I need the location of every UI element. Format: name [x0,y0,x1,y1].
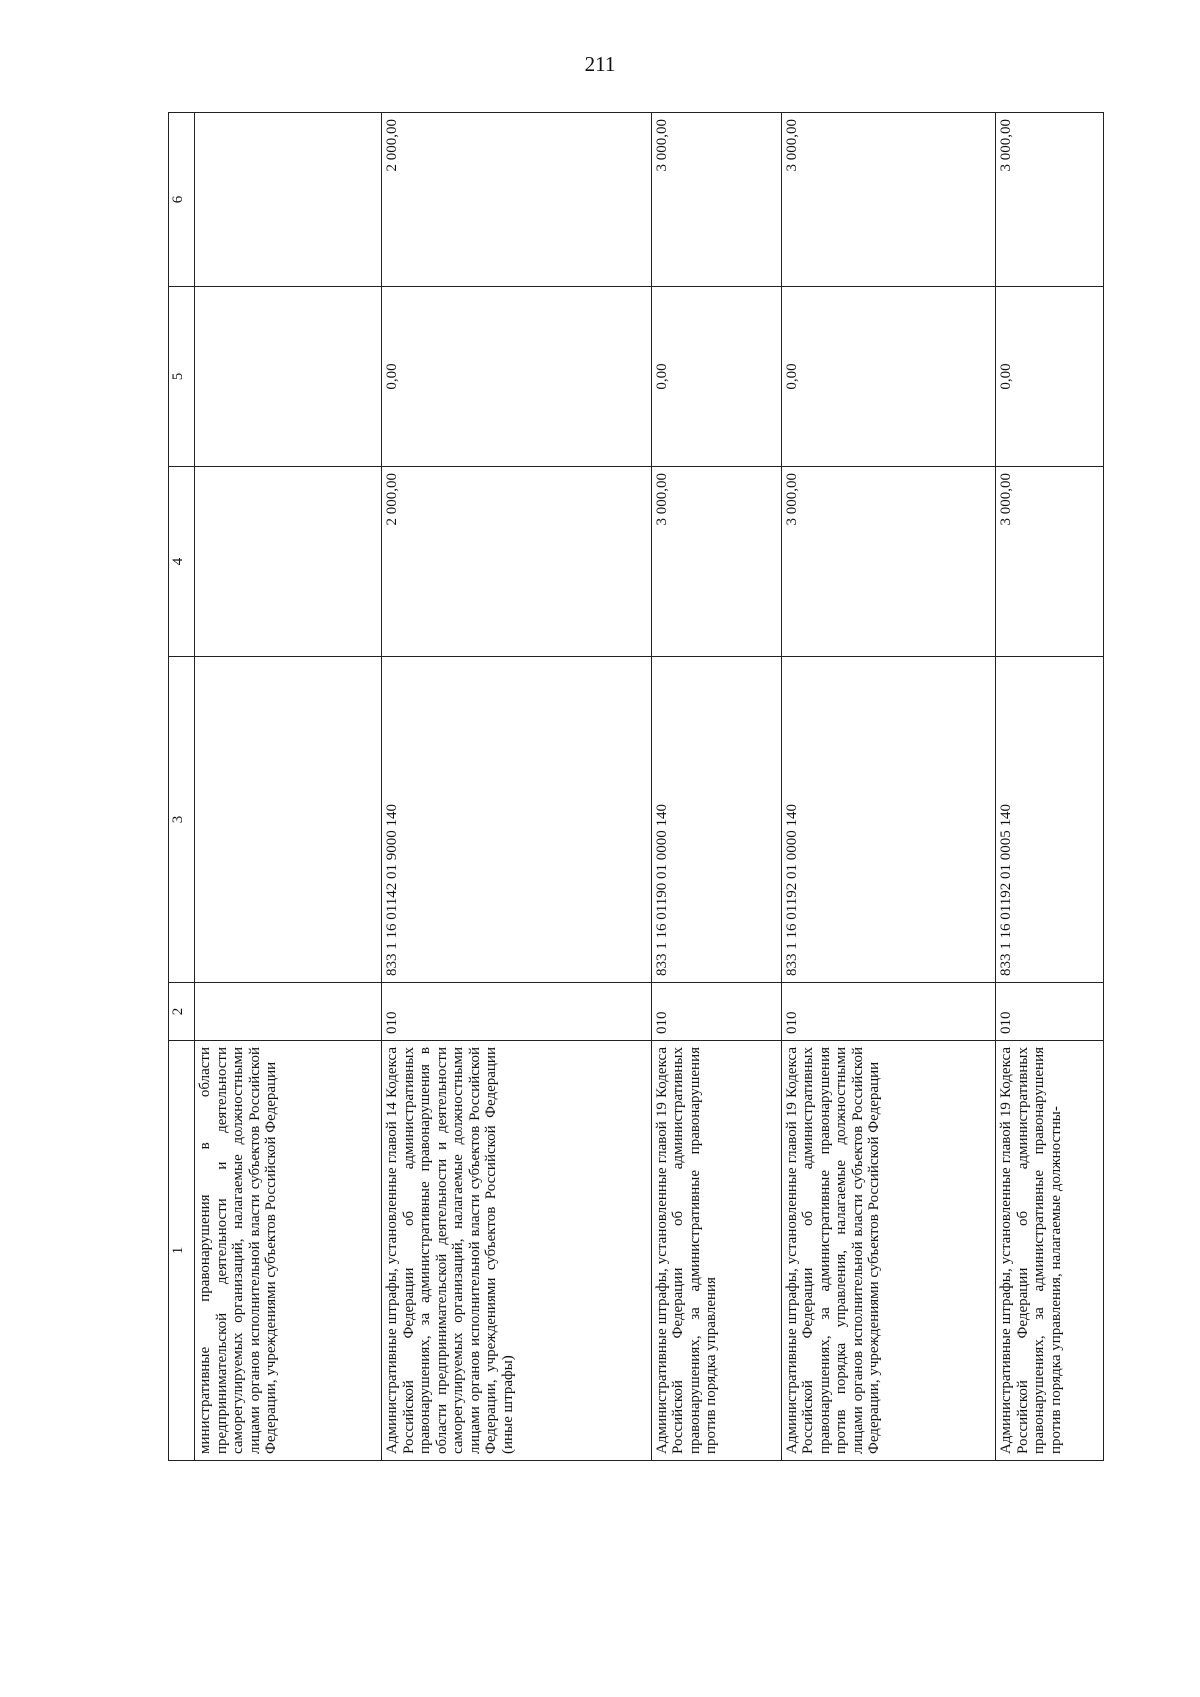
row-col4: 2 000,00 [382,467,652,657]
row-code: 010 [382,983,652,1041]
table-row [996,113,1104,1461]
row-description: Административные штрафы, установленные главой 19 Кодекса Российской Федерации об административных правонарушениях, за административные правонарушения против порядка управления, налагаемые должностными лицами органов исполнительной власти субъектов Российской Федерации, учреждениями субъектов Российской Федерации [781,1041,996,1461]
table-row [382,113,652,1461]
row-col5: 0,00 [996,287,1104,467]
row-kbk: 833 1 16 01192 01 0000 140 [781,657,996,983]
row-code: 010 [781,983,996,1041]
row-kbk: 833 1 16 01192 01 0005 140 [996,657,1104,983]
page-number: 211 [584,52,616,76]
row-col5: 0,00 [781,287,996,467]
row-kbk: 833 1 16 01190 01 0000 140 [651,657,781,983]
row-col6: 3 000,00 [781,113,996,287]
row-col4: 3 000,00 [781,467,996,657]
row-col4 [195,467,382,657]
column-header: 3 [169,657,195,983]
column-header: 5 [169,287,195,467]
column-header: 6 [169,113,195,287]
row-code: 010 [651,983,781,1041]
row-description: Административные штрафы, установленные главой 19 Кодекса Российской Федерации об административных правонарушениях, за административные правонарушения против порядка управления, налагаемые должностны- [996,1041,1104,1461]
row-description: министративные правонарушения в области предпринимательской деятельности и деятельности саморегулируемых организаций, налагаемые должностными лицами органов исполнительной власти субъектов Российской Федерации, учреждениями субъектов Российской Федерации [195,1041,382,1461]
row-description: Административные штрафы, установленные главой 14 Кодекса Российской Федерации об административных правонарушениях, за административные правонарушения в области предпринимательской деятельности и деятельности саморегулируемых организаций, налагаемые должностными лицами органов исполнительной власти субъектов Российской Федерации, учреждениями субъектов Российской Федерации (иные штрафы) [382,1041,652,1461]
column-header: 4 [169,467,195,657]
row-code [195,983,382,1041]
row-col6: 2 000,00 [382,113,652,287]
row-col6: 3 000,00 [996,113,1104,287]
row-col5: 0,00 [382,287,652,467]
table-row [651,113,781,1461]
row-col6 [195,113,382,287]
row-col5 [195,287,382,467]
row-code: 010 [996,983,1104,1041]
row-kbk [195,657,382,983]
row-col4: 3 000,00 [996,467,1104,657]
column-header: 2 [169,983,195,1041]
table-header-row [169,113,195,1461]
table-row [781,113,996,1461]
fines-table [168,112,1104,1461]
column-header: 1 [169,1041,195,1461]
fines-table-container [168,113,1104,1461]
row-description: Административные штрафы, установленные главой 19 Кодекса Российской Федерации об административных правонарушениях, за административные правонарушения против порядка управления [651,1041,781,1461]
table-row [195,113,382,1461]
row-kbk: 833 1 16 01142 01 9000 140 [382,657,652,983]
row-col4: 3 000,00 [651,467,781,657]
row-col5: 0,00 [651,287,781,467]
row-col6: 3 000,00 [651,113,781,287]
